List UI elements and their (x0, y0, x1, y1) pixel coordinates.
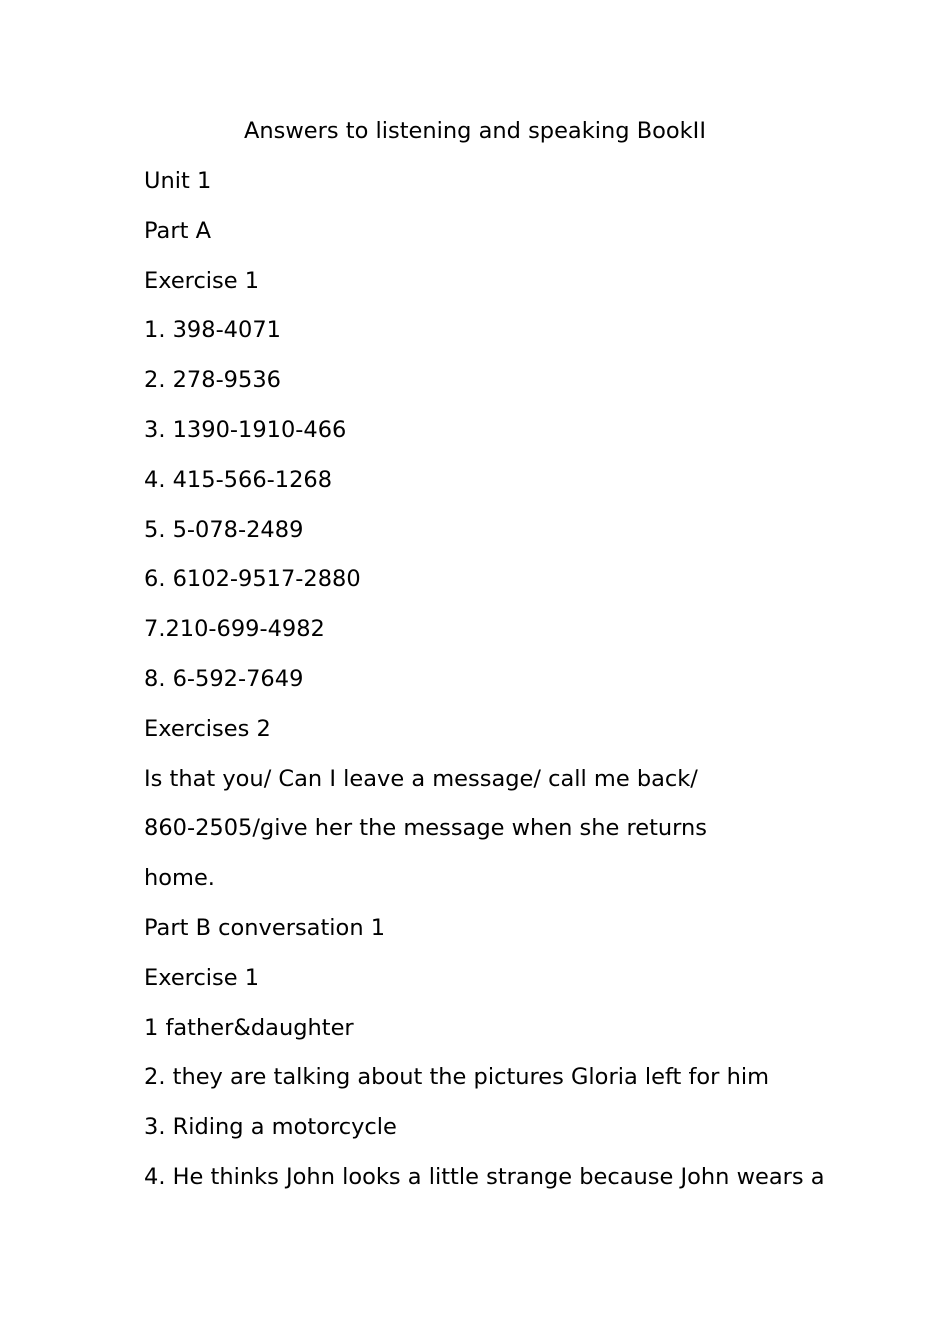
text-line-unit-heading: Unit 1 (144, 168, 212, 194)
text-line-answer: 860-2505/give her the message when she returns (144, 815, 708, 842)
document-body (144, 163, 904, 1209)
text-line-answer: 6. 6102-9517-2880 (144, 566, 361, 593)
text-line-exercise-heading: Exercises 2 (144, 715, 271, 742)
text-line-answer: Is that you/ Can I leave a message/ call me back/ (144, 765, 698, 792)
text-line-answer: 7.210-699-4982 (144, 616, 325, 643)
text-line-answer: 2. 278-9536 (144, 367, 281, 394)
text-line-answer: 2. they are talking about the pictures Gloria left for him (144, 1064, 770, 1091)
text-line-answer: 1 father&daughter (144, 1014, 354, 1041)
text-line-answer: 1. 398-4071 (144, 317, 281, 344)
text-line-answer: home. (144, 865, 215, 892)
text-line-answer: 3. Riding a motorcycle (144, 1114, 397, 1141)
text-line-exercise-heading: Exercise 1 (144, 964, 260, 991)
text-line-answer: 4. 415-566-1268 (144, 466, 333, 493)
text-line-answer: 3. 1390-1910-466 (144, 416, 347, 443)
document-title: Answers to listening and speaking BookII (244, 118, 706, 144)
text-line-part-heading: Part A (144, 217, 211, 244)
text-line-answer: 4. He thinks John looks a little strange because John wears a (144, 1163, 825, 1190)
text-line-exercise-heading: Exercise 1 (144, 267, 260, 294)
text-line-part-heading: Part B conversation 1 (144, 914, 386, 941)
text-line-answer: 5. 5-078-2489 (144, 516, 304, 543)
text-line-answer: 8. 6-592-7649 (144, 665, 304, 692)
